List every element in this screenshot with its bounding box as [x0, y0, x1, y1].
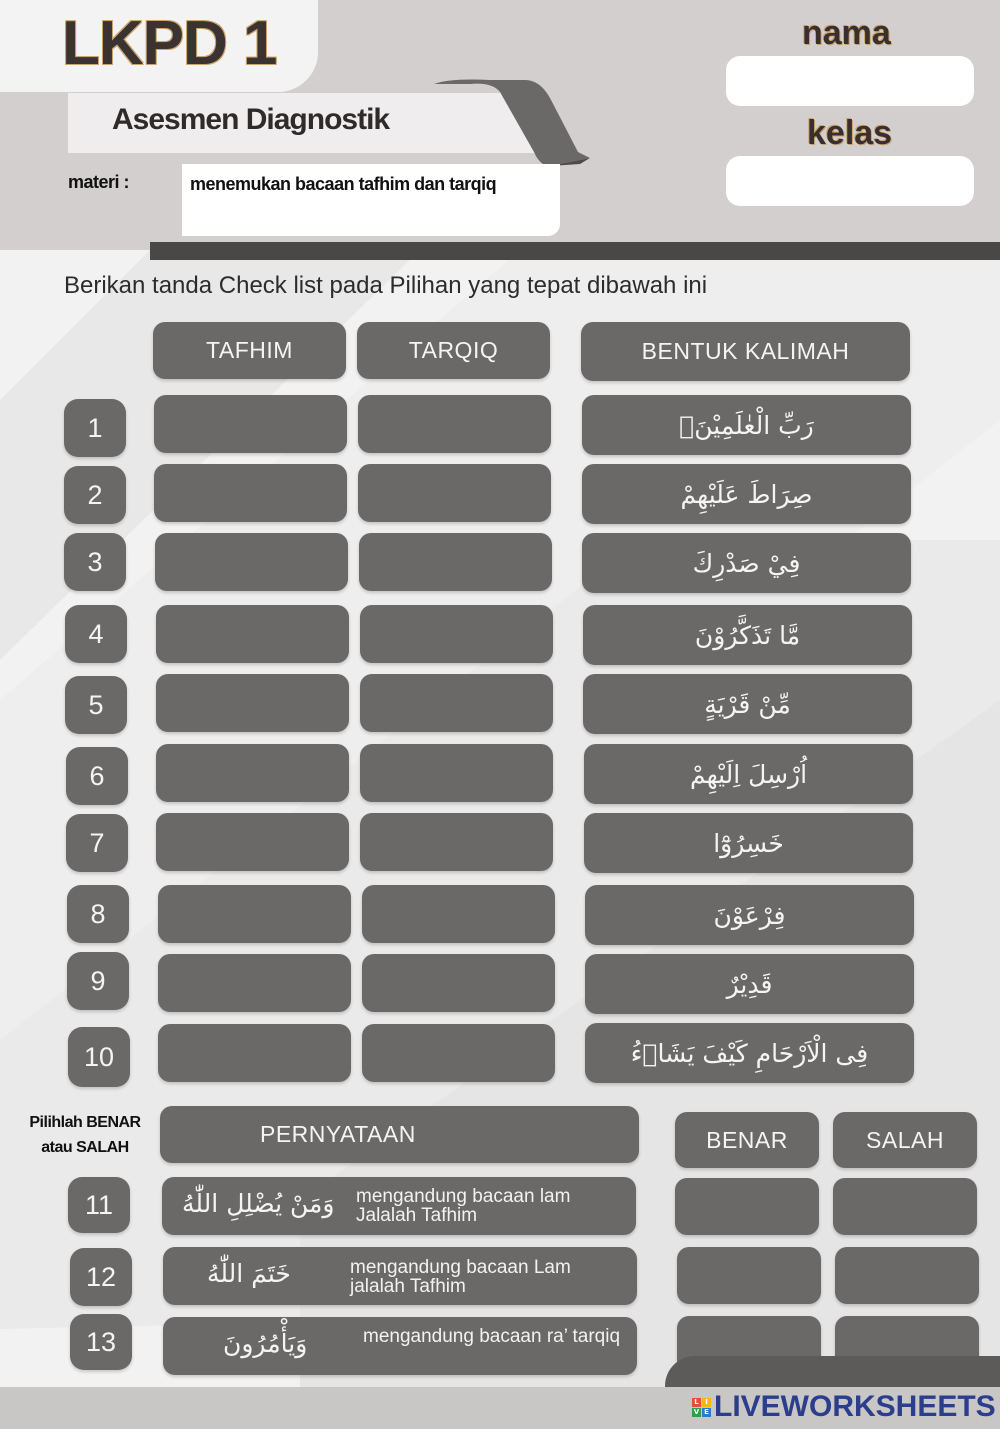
header-bentuk-kalimah: BENTUK KALIMAH — [581, 322, 910, 381]
nama-label: nama — [802, 14, 891, 52]
materi-label: materi : — [68, 172, 130, 192]
logo-letter: V — [693, 1407, 700, 1416]
header-pernyataan: PERNYATAAN — [160, 1106, 639, 1163]
tafhim-answer-box[interactable] — [158, 1024, 351, 1082]
row-number: 11 — [68, 1177, 130, 1233]
header-tarqiq: TARQIQ — [357, 322, 550, 379]
tarqiq-answer-box[interactable] — [362, 954, 555, 1012]
tafhim-answer-box[interactable] — [158, 885, 351, 943]
kelas-label: kelas — [807, 114, 893, 152]
row-number: 8 — [67, 885, 129, 943]
statement-row — [162, 1177, 636, 1235]
statement-row — [163, 1317, 637, 1375]
arabic-phrase: خَسِرُوْٓا — [584, 813, 913, 873]
arabic-phrase: رَبِّ الْعٰلَمِيْنَۙ — [582, 395, 911, 455]
tafhim-answer-box[interactable] — [158, 954, 351, 1012]
tarqiq-answer-box[interactable] — [362, 1024, 555, 1082]
logo-letter: L — [692, 1398, 701, 1407]
tarqiq-answer-box[interactable] — [362, 885, 555, 943]
row-number: 12 — [70, 1248, 132, 1306]
row-number: 4 — [65, 605, 127, 663]
nama-input[interactable] — [726, 56, 974, 106]
liveworksheets-brand: LIVEWORKSHEETS — [714, 1390, 996, 1423]
header-divider — [150, 242, 1000, 260]
statement-text: mengandung bacaan lam Jalalah Tafhim — [356, 1186, 571, 1226]
statement-row — [163, 1247, 637, 1305]
statement-text: mengandung bacaan ra’ tarqiq — [363, 1326, 621, 1347]
kelas-input[interactable] — [726, 156, 974, 206]
row-number: 1 — [64, 399, 126, 457]
tafhim-answer-box[interactable] — [155, 533, 348, 591]
tarqiq-answer-box[interactable] — [358, 395, 551, 453]
arabic-phrase: فِرْعَوْنَ — [585, 885, 914, 945]
logo-letter: E — [702, 1408, 711, 1417]
liveworksheets-logo — [692, 1390, 996, 1424]
true-false-instruction-line: atau SALAH — [41, 1139, 129, 1156]
true-false-instruction-line: Pilihlah BENAR — [29, 1114, 141, 1131]
header-tafhim: TAFHIM — [153, 322, 346, 379]
arabic-phrase: قَدِيْرٌ — [585, 954, 914, 1014]
materi-value: menemukan bacaan tafhim dan tarqiq — [190, 174, 497, 194]
header-benar: BENAR — [675, 1112, 819, 1168]
header-salah: SALAH — [833, 1112, 977, 1168]
tarqiq-answer-box[interactable] — [360, 744, 553, 802]
tarqiq-answer-box[interactable] — [360, 674, 553, 732]
arabic-phrase: فِيْ صَدْرِكَ — [582, 533, 911, 593]
tafhim-answer-box[interactable] — [156, 813, 349, 871]
tafhim-answer-box[interactable] — [156, 744, 349, 802]
statement-arabic: وَيَأْمُرُونَ — [223, 1329, 308, 1358]
arabic-phrase: مِّنْ قَرْيَةٍ — [583, 674, 912, 734]
salah-answer-box[interactable] — [835, 1247, 979, 1304]
benar-answer-box[interactable] — [677, 1247, 821, 1304]
row-number: 3 — [64, 533, 126, 591]
tarqiq-answer-box[interactable] — [360, 605, 553, 663]
instruction-text: Berikan tanda Check list pada Pilihan yang tepat dibawah ini — [64, 272, 708, 299]
row-number: 13 — [70, 1314, 132, 1370]
row-number: 9 — [67, 952, 129, 1010]
row-number: 6 — [66, 747, 128, 805]
statement-text: mengandung bacaan Lam jalalah Tafhim — [350, 1257, 571, 1297]
tafhim-answer-box[interactable] — [154, 395, 347, 453]
salah-answer-box[interactable] — [833, 1178, 977, 1235]
benar-answer-box[interactable] — [675, 1178, 819, 1235]
liveworksheets-logo-icon — [692, 1398, 711, 1417]
ribbon-decoration — [430, 78, 595, 170]
tarqiq-answer-box[interactable] — [358, 464, 551, 522]
row-number: 2 — [64, 466, 126, 524]
tafhim-answer-box[interactable] — [156, 674, 349, 732]
arabic-phrase: اُرْسِلَ اِلَيْهِمْ — [584, 744, 913, 804]
tarqiq-answer-box[interactable] — [359, 533, 552, 591]
true-false-instruction — [18, 1110, 152, 1160]
row-number: 7 — [66, 814, 128, 872]
row-number: 5 — [65, 676, 127, 734]
arabic-phrase: صِرَاطَ عَلَيْهِمْ — [582, 464, 911, 524]
tarqiq-answer-box[interactable] — [360, 813, 553, 871]
tafhim-answer-box[interactable] — [156, 605, 349, 663]
statement-arabic: خَتَمَ اللّٰهُ — [207, 1259, 291, 1288]
row-number: 10 — [68, 1027, 130, 1087]
logo-letter: I — [702, 1398, 711, 1407]
statement-arabic: وَمَنْ يُضْلِلِ اللّٰهُ — [182, 1189, 335, 1218]
arabic-phrase: فِى الْاَرْحَامِ كَيْفَ يَشَاۤءُ — [585, 1023, 914, 1083]
tafhim-answer-box[interactable] — [154, 464, 347, 522]
page-subtitle: Asesmen Diagnostik — [112, 103, 390, 136]
arabic-phrase: مَّا تَذَكَّرُوْنَ — [583, 605, 912, 665]
page-title: LKPD 1 — [62, 9, 277, 78]
